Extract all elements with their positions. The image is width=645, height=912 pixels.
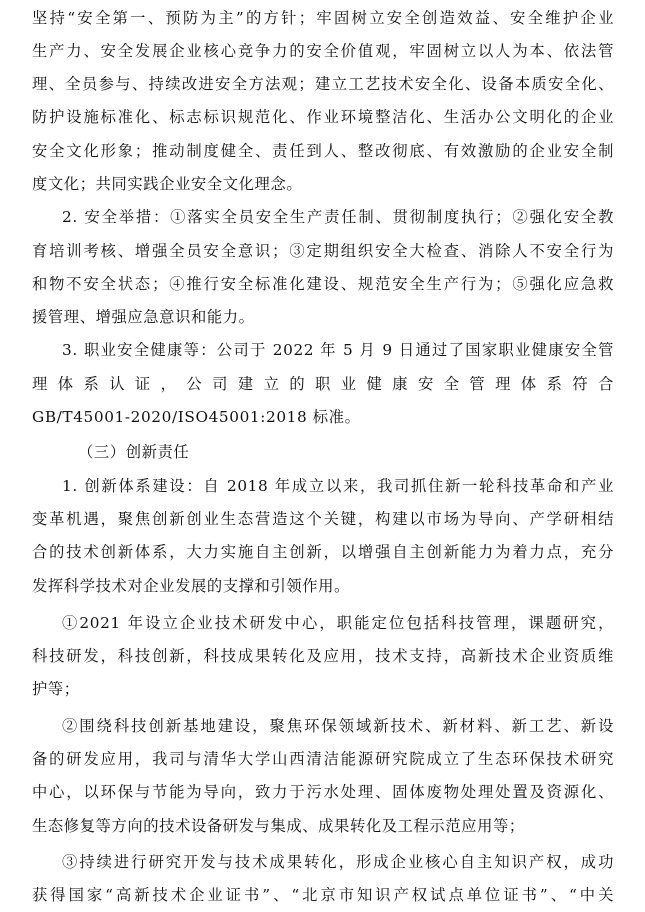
paragraph-line: 生产力、安全发展企业核心竞争力的安全价值观，牢固树立以人为本、依法管 — [32, 42, 614, 60]
paragraph-line: 安全文化形象；推动制度健全、责任到人、整改彻底、有效激励的企业安全制 — [32, 142, 614, 160]
paragraph-line: 1. 创新体系建设：自 2018 年成立以来，我司抓住新一轮科技革命和产业 — [62, 477, 614, 495]
paragraph-line: 3. 职业安全健康等：公司于 2022 年 5 月 9 日通过了国家职业健康安全管 — [62, 341, 614, 359]
paragraph-line: 备的研发应用，我司与清华大学山西清洁能源研究院成立了生态环保技术研究 — [32, 750, 614, 768]
paragraph-line: ②围绕科技创新基地建设，聚焦环保领域新技术、新材料、新工艺、新设 — [62, 717, 614, 735]
paragraph-line: 坚持“安全第一、预防为主”的方针；牢固树立安全创造效益、安全维护企业 — [32, 9, 614, 27]
paragraph-line: 合的技术创新体系，大力实施自主创新，以增强自主创新能力为着力点，充分 — [32, 543, 614, 561]
paragraph-line: 生态修复等方向的技术设备研发与集成、成果转化及工程示范应用等； — [32, 817, 525, 835]
paragraph-line: 获得国家“高新技术企业证书”、“北京市知识产权试点单位证书”、“中关 — [32, 886, 614, 904]
paragraph-line: 防护设施标准化、标志标识规范化、作业环境整洁化、生活办公文明化的企业 — [32, 108, 614, 126]
paragraph-line: 度文化；共同实践企业安全文化理念。 — [32, 175, 303, 193]
paragraph-line: 和物不安全状态；④推行安全标准化建设、规范安全生产行为；⑤强化应急救 — [32, 275, 614, 293]
section-heading: （三）创新责任 — [78, 443, 190, 461]
paragraph-line: 理体系认证，公司建立的职业健康安全管理体系符合 — [32, 375, 614, 393]
paragraph-line: 援管理、增强应急意识和能力。 — [32, 308, 255, 326]
paragraph-line: GB/T45001-2020/ISO45001:2018 标准。 — [32, 408, 361, 426]
paragraph-line: 育培训考核、增强全员安全意识；③定期组织安全大检查、消除人不安全行为 — [32, 242, 614, 260]
paragraph-line: 中心，以环保与节能为导向，致力于污水处理、固体废物处理处置及资源化、 — [32, 783, 614, 801]
paragraph-line: 2. 安全举措：①落实全员安全生产责任制、贯彻制度执行；②强化安全教 — [62, 208, 614, 226]
paragraph-line: 科技研发，科技创新，科技成果转化及应用，技术支持，高新技术企业资质维 — [32, 647, 614, 665]
paragraph-line: 护等； — [32, 680, 80, 698]
paragraph-line: 理、全员参与、持续改进安全方法观；建立工艺技术安全化、设备本质安全化、 — [32, 75, 614, 93]
paragraph-line: ③持续进行研究开发与技术成果转化，形成企业核心自主知识产权，成功 — [62, 853, 614, 871]
paragraph-line: ①2021 年设立企业技术研发中心，职能定位包括科技管理，课题研究， — [62, 614, 614, 632]
paragraph-line: 变革机遇，聚焦创新创业生态营造这个关键，构建以市场为导向、产学研相结 — [32, 510, 614, 528]
paragraph-line: 发挥科学技术对企业发展的支撑和引领作用。 — [32, 577, 350, 595]
